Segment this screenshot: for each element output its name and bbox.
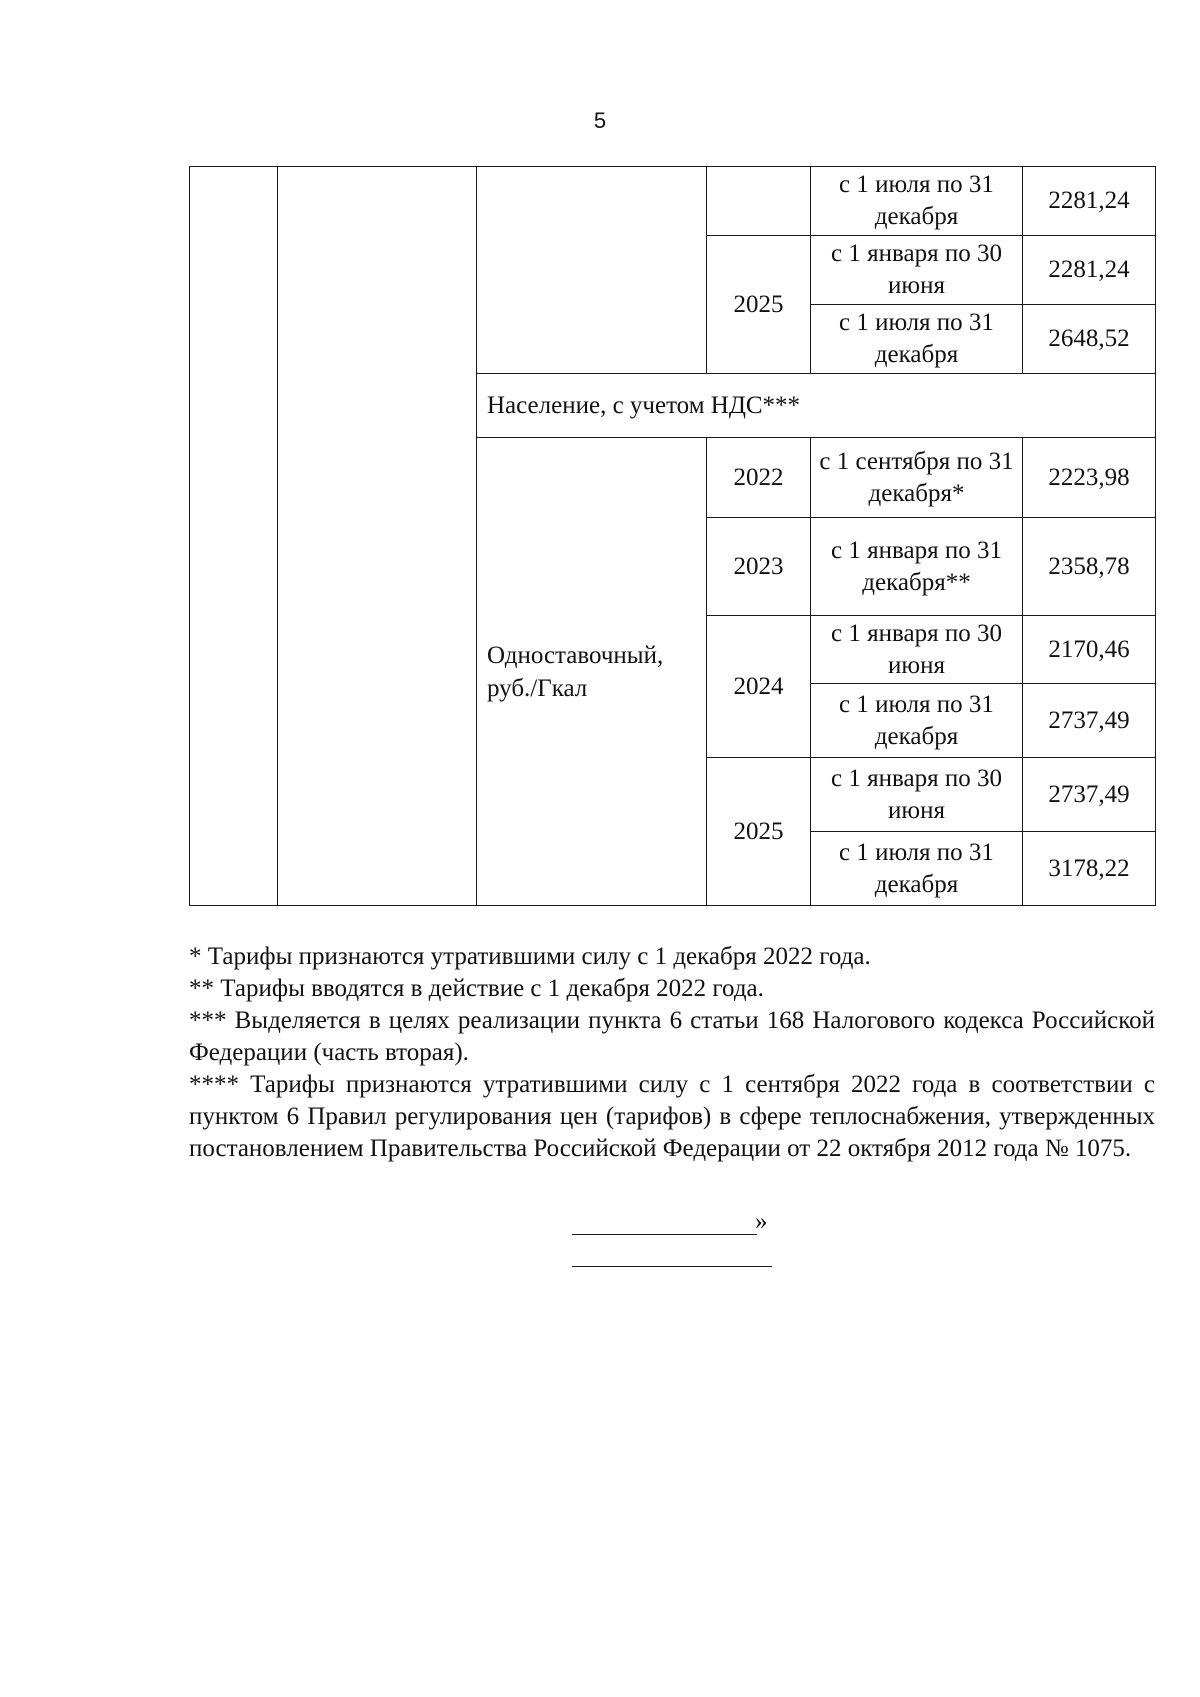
footnote-3: *** Выделяется в целях реализации пункта 6 статьи 168 Налогового кодекса Российской Федерации (часть вторая). <box>189 1007 1155 1066</box>
year-cell: 2022 <box>707 438 811 518</box>
value-cell: 3178,22 <box>1023 832 1156 906</box>
year-cell: 2024 <box>707 616 811 758</box>
period-cell: с 1 июля по 31 декабря <box>811 832 1023 906</box>
value-cell: 2223,98 <box>1023 438 1156 518</box>
period-cell: с 1 января по 30 июня <box>811 616 1023 684</box>
closing-mark <box>572 1204 772 1264</box>
table-cell-col-2 <box>278 167 477 906</box>
period-cell: с 1 сентября по 31 декабря* <box>811 438 1023 518</box>
period-cell: с 1 января по 31 декабря** <box>811 518 1023 616</box>
group-header: Население, с учетом НДС*** <box>477 374 1156 438</box>
value-cell: 2281,24 <box>1023 236 1156 305</box>
footnote-4: **** Тарифы признаются утратившими силу с 1 сентября 2022 года в соответствии с пунктом 6 Правил регулирования цен (тарифов) в сфере теплоснабжения, утвержденных постановлением Правительства Российской Федерации от 22 октября 2012 года № 1075. <box>189 1071 1155 1162</box>
year-cell: 2023 <box>707 518 811 616</box>
year-cell <box>707 167 811 236</box>
page-number: 5 <box>593 108 607 133</box>
footnote-1: * Тарифы признаются утратившими силу с 1 декабря 2022 года. <box>189 943 871 970</box>
period-cell: с 1 января по 30 июня <box>811 758 1023 832</box>
footnotes <box>189 941 1155 1165</box>
period-cell: с 1 июля по 31 декабря <box>811 167 1023 236</box>
closing-separator-line <box>572 1266 772 1267</box>
closing-underline <box>572 1234 757 1235</box>
value-cell: 2737,49 <box>1023 684 1156 758</box>
tariff-table <box>189 166 1156 906</box>
value-cell: 2648,52 <box>1023 305 1156 374</box>
footnote-2: ** Тарифы вводятся в действие с 1 декабря 2022 года. <box>189 975 764 1002</box>
table-cell-col-3 <box>477 167 707 374</box>
table-cell-col-1 <box>190 167 278 906</box>
value-cell: 2281,24 <box>1023 167 1156 236</box>
period-cell: с 1 июля по 31 декабря <box>811 684 1023 758</box>
year-cell: 2025 <box>707 236 811 374</box>
year-cell: 2025 <box>707 758 811 906</box>
period-cell: с 1 января по 30 июня <box>811 236 1023 305</box>
period-cell: с 1 июля по 31 декабря <box>811 305 1023 374</box>
value-cell: 2170,46 <box>1023 616 1156 684</box>
table-row <box>190 167 1156 236</box>
tariff-type-cell: Одноставочный, руб./Гкал <box>477 438 707 906</box>
closing-quote: » <box>755 1208 768 1235</box>
value-cell: 2358,78 <box>1023 518 1156 616</box>
value-cell: 2737,49 <box>1023 758 1156 832</box>
